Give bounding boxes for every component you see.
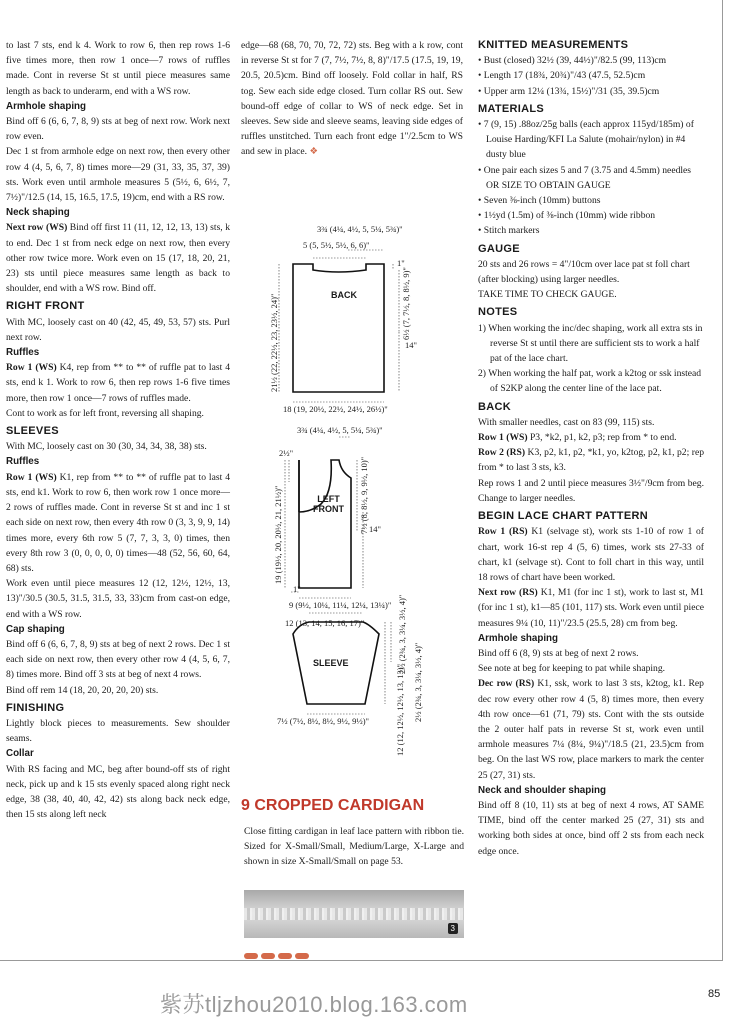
- pattern-title: [241, 797, 424, 815]
- subheading-armhole: Armhole shaping: [478, 632, 559, 644]
- heading-finishing: FINISHING: [6, 701, 65, 714]
- front-shoulder-dim: 3¾ (4¼, 4½, 5, 5¼, 5¾)": [297, 425, 383, 435]
- finishing-continued: edge—68 (68, 70, 70, 72, 72) sts. Beg with a k row, cont in reverse St st for 7 (7, 7½, 7½, 8, 8)"/17.5 (17.5, 19, 19, 20.5, 20.5)cm. Bind off loosely. Fold collar in half, RS tog. Sew each side edge closed. Turn collar RS out. Sew bound-off edge of collar to WS of neck edge. Set in sleeves. Sew side and sleeve seams, leaving side edges of ruffles unstitched. Turn each front edge 1"/2.5cm to WS and sew in place.: [241, 40, 463, 158]
- back-label: BACK: [331, 290, 357, 300]
- front-offset-dim: 1": [293, 584, 301, 594]
- row-text: K3, p2, k1, p2, *k1, yo, k2tog, p2, k1, p2; rep from * to last 3 sts, k3.: [478, 447, 704, 474]
- body-text: Rep rows 1 and 2 until piece measures 3½"/9cm from beg. Change to larger needles.: [478, 477, 704, 504]
- subheading-cap: Cap shaping: [6, 623, 65, 635]
- heading-notes: NOTES: [478, 306, 518, 319]
- body-text: [478, 676, 704, 782]
- notes-list: [478, 321, 704, 397]
- row-label: Row 1 (RS): [478, 526, 528, 538]
- pattern-number: 9: [241, 797, 250, 814]
- heading-sleeves: SLEEVES: [6, 425, 59, 438]
- body-text: [6, 220, 230, 296]
- back-length-dim: 21½ (22, 22½, 23, 23½, 24)": [269, 293, 279, 392]
- sleeve-cap-dim: 2½ (2¾, 3, 3¼, 3½, 4)": [413, 642, 423, 722]
- list-item: 1) When working the inc/dec shaping, work all extra sts in reverse St st until there are sufficient sts to work a half pat of the lace chart.: [478, 322, 703, 365]
- heading-back: BACK: [478, 400, 511, 413]
- front-outline: [299, 460, 351, 588]
- row-label: Row 1 (WS): [6, 471, 57, 483]
- body-text: [241, 38, 463, 160]
- body-text: With smaller needles, cast on 83 (99, 115) sts.: [478, 416, 655, 428]
- end-mark-icon: ❖: [309, 146, 319, 158]
- list-item: • 1½yd (1.5m) of ⅜-inch (10mm) wide ribbon: [478, 210, 656, 222]
- subheading-ruffles: Ruffles: [6, 347, 40, 359]
- heading-right-front: RIGHT FRONT: [6, 300, 85, 313]
- body-text: Bind off 6 (8, 9) sts at beg of next 2 rows.: [478, 647, 639, 659]
- subheading-ruffles: Ruffles: [6, 456, 40, 468]
- front-width-dim: 9 (9½, 10¼, 11¼, 12¼, 13¼)": [289, 600, 392, 610]
- column-middle: [241, 38, 463, 160]
- photo-tag: 3: [448, 923, 458, 934]
- front-label-line2: FRONT: [313, 504, 344, 514]
- row-label: Row 2 (RS): [478, 447, 526, 459]
- subheading-neck-shoulder: Neck and shoulder shaping: [478, 784, 606, 796]
- body-text: With MC, loosely cast on 30 (30, 34, 34, 38, 38) sts.: [6, 441, 207, 453]
- pattern-description: Close fitting cardigan in leaf lace pattern with ribbon tie. Sized for X-Small/Small, Medium/Large, X-Large and shown in size X-Small/Small on page 53.: [244, 826, 464, 868]
- body-text: [478, 430, 704, 445]
- page-right-rule: [722, 0, 723, 961]
- page-number: 85: [708, 988, 721, 1000]
- column-right: [478, 38, 704, 859]
- body-text: Dec 1 st from armhole edge on next row, then every other row 4 (4, 5, 6, 7, 8) times more—29 (31, 33, 35, 37, 39) sts. Work even until armhole measures 5 (5½, 6, 6½, 7, 7½)"/12.5 (14, 15, 16.5, 17.5, 19)cm, end with a RS row.: [6, 146, 230, 204]
- row-text: K1, M1 (for inc 1 st), work to last st, M1 (for inc 1 st), k1—85 (101, 117) sts. Work even until piece measures 9¼ (10, 11)"/23.5 (25.5, 28) cm from beg.: [478, 587, 704, 629]
- decorative-dots: [244, 946, 312, 964]
- body-text: Bind off 8 (10, 11) sts at beg of next 4 rows, AT SAME TIME, bind off the center marked 25 (27, 31) sts and working both sides at once, bind off 2 sts from each neck edge once.: [478, 799, 704, 857]
- row-text: K1, rep from ** to ** of ruffle pat to last 4 sts, end k1. Work to row 6, then work row 1 once more—2 rows of ruffles made. Cont in reverse St st and inc 1 st each side on next row, then every 4th row 0 (3, 3, 9, 9, 14) times more, every 6th row 5 (7, 7, 3, 3, 0) times, then every 8th row 3 (0, 0, 0, 0, 0) times—48 (52, 56, 60, 64, 68) sts.: [6, 471, 230, 574]
- front-neck-depth-dim: 2½": [279, 448, 294, 458]
- schematic-diagram: [241, 222, 471, 767]
- row-label: Next row (RS): [478, 587, 538, 599]
- row-label: Row 1 (WS): [6, 362, 57, 374]
- row-text: P3, *k2, p1, k2, p3; rep from * to end.: [527, 432, 677, 444]
- column-left: [6, 38, 230, 822]
- heading-gauge: GAUGE: [478, 242, 520, 255]
- row-text: K1 (selvage st), work sts 1-10 of row 1 of chart, work 16-st rep 4 (5, 6) times, work sts 27-33 of chart, k1 (selvage st). Cont to foll chart in this way, until 18 rows of chart have been worked.: [478, 526, 704, 583]
- yarn-texture: [244, 908, 464, 920]
- list-item: • Bust (closed) 32½ (39, 44½)"/82.5 (99, 113)cm: [478, 55, 667, 67]
- body-text: Bind off 6 (6, 6, 7, 8, 9) sts at beg of next 2 rows. Dec 1 st each side on next row, then every other row 4 (4, 5, 6, 7, 8) times more. Bind off 3 sts at beg of next 4 rows.: [6, 638, 230, 681]
- list-item: • One pair each sizes 5 and 7 (3.75 and 4.5mm) needles OR SIZE TO OBTAIN GAUGE: [478, 164, 692, 191]
- front-side-dim: 14": [369, 524, 381, 534]
- measurements-list: [478, 53, 704, 99]
- sleeve-top-dim: 12 (13, 14, 15, 16, 17)": [285, 618, 365, 628]
- body-text: Bind off rem 14 (18, 20, 20, 20, 20) sts.: [6, 684, 159, 696]
- body-text: [478, 445, 704, 475]
- body-text: With RS facing and MC, beg after bound-off sts of right neck, pick up and k 15 sts evenly spaced along right neck edge, 38 (38, 40, 40, 42, 42) sts along back neck edge, then 15 sts along left neck: [6, 763, 230, 821]
- front-label: [313, 494, 344, 514]
- list-item: • Seven ⅜-inch (10mm) buttons: [478, 195, 601, 207]
- row-label: Dec row (RS): [478, 678, 535, 690]
- back-neck-depth-dim: 1": [397, 258, 405, 268]
- body-text: TAKE TIME TO CHECK GAUGE.: [478, 289, 617, 301]
- body-text: Bind off 6 (6, 6, 7, 8, 9) sts at beg of next row. Work next row even.: [6, 116, 230, 143]
- body-text: See note at beg for keeping to pat while shaping.: [478, 663, 666, 675]
- list-item: • 7 (9, 15) .88oz/25g balls (each approx 115yd/185m) of Louise Harding/KFI La Salute (mohair/nylon) in #4 dusty blue: [478, 119, 694, 161]
- pattern-photo: [244, 890, 464, 938]
- back-width-dim: 18 (19, 20½, 22½, 24½, 26½)": [283, 404, 388, 414]
- page-bottom-rule: [0, 960, 722, 961]
- body-text: [6, 470, 230, 576]
- body-text: [478, 524, 704, 585]
- body-text: Cont to work as for left front, reversing all shaping.: [6, 407, 204, 419]
- list-item: 2) When working the half pat, work a k2tog or ssk instead of S2KP along the center line of the lace pat.: [478, 368, 702, 395]
- back-outline: [293, 264, 384, 392]
- heading-measurements: KNITTED MEASUREMENTS: [478, 39, 629, 51]
- heading-materials: MATERIALS: [478, 102, 545, 115]
- back-shoulder-dim: 3¾ (4¼, 4½, 5, 5¼, 5¾)": [317, 224, 403, 234]
- sleeve-cap-small-dim: 2½ (2¾, 3, 3¼, 3½, 4)": [397, 594, 407, 674]
- back-side-dim: 14": [405, 340, 417, 350]
- row-text: K4, rep from ** to ** of ruffle pat to last 4 sts, end k 1. Work to row 6, then rep rows 1-6 five times more, then row 1 once—7 rows of ruffles made.: [6, 362, 230, 404]
- front-armhole-dim: 7½ (8, 8½, 9, 9½, 10)": [359, 456, 369, 534]
- row-text: Bind off first 11 (11, 12, 12, 13, 13) sts, k to end. Dec 1 st from neck edge on next row, then every other row twice more. Work even on 15 (17, 18, 20, 21, 23) sts until piece measures same length as back to shoulder, end with a WS row. Bind off.: [6, 222, 230, 295]
- body-text: to last 7 sts, end k 4. Work to row 6, then rep rows 1-6 five times more, then row 1 once—7 rows of ruffles made. Cont in reverse St st until piece measures same length as back to underarm, end with a WS row.: [6, 40, 230, 97]
- row-label: Next row (WS): [6, 222, 68, 234]
- list-item: • Stitch markers: [478, 225, 540, 237]
- front-label-line1: LEFT: [317, 494, 340, 504]
- body-text: 20 sts and 26 rows = 4"/10cm over lace pat st foll chart (after blocking) using larger needles.: [478, 258, 690, 286]
- body-text: Work even until piece measures 12 (12, 12½, 12½, 13, 13)"/30.5 (30.5, 31.5, 31.5, 33, 33)cm from cast-on edge, end with a WS row.: [6, 578, 230, 620]
- body-text: [478, 585, 704, 631]
- sleeve-length-dim: 12 (12, 12½, 12½, 13, 13)": [395, 663, 405, 756]
- list-item: • Length 17 (18¾, 20¾)"/43 (47.5, 52.5)cm: [478, 70, 646, 82]
- watermark: 紫苏tljzhou2010.blog.163.com: [160, 992, 468, 1017]
- pattern-name: CROPPED CARDIGAN: [254, 797, 425, 814]
- row-text: K1, ssk, work to last 3 sts, k2tog, k1. Rep dec row every other row 4 (5, 8) times more, then every 4th row once—61 (71, 79) sts. Cont with the sts outside the 2 outer half pats in reverse St st, work even until armhole measures 7¼ (8¼, 9¼)"/18.5 (21, 23.5)cm from beg. On the last WS row, place markers to mark the center 25 (27, 31) sts.: [478, 678, 704, 781]
- body-text: With MC, loosely cast on 40 (42, 45, 49, 53, 57) sts. Purl next row.: [6, 316, 230, 343]
- materials-list: [478, 117, 704, 239]
- list-item: • Upper arm 12¼ (13¾, 15½)"/31 (35, 39.5)cm: [478, 85, 660, 97]
- subheading-collar: Collar: [6, 748, 34, 760]
- sleeve-label: SLEEVE: [313, 658, 349, 668]
- body-text: [6, 360, 230, 406]
- sleeve-width-dim: 7½ (7½, 8½, 8½, 9½, 9½)": [277, 716, 370, 726]
- heading-lace-chart: BEGIN LACE CHART PATTERN: [478, 510, 648, 523]
- front-length-dim: 19 (19½, 20, 20½, 21, 21½)": [273, 485, 283, 584]
- back-neck-dim: 5 (5, 5½, 5½, 6, 6)": [303, 240, 370, 250]
- body-text: Lightly block pieces to measurements. Sew shoulder seams.: [6, 717, 230, 745]
- row-label: Row 1 (WS): [478, 432, 528, 444]
- back-armhole-dim: 6½ (7, 7½, 8, 8½, 9)": [401, 267, 411, 340]
- subheading-neck: Neck shaping: [6, 207, 70, 219]
- subheading-armhole: Armhole shaping: [6, 100, 87, 112]
